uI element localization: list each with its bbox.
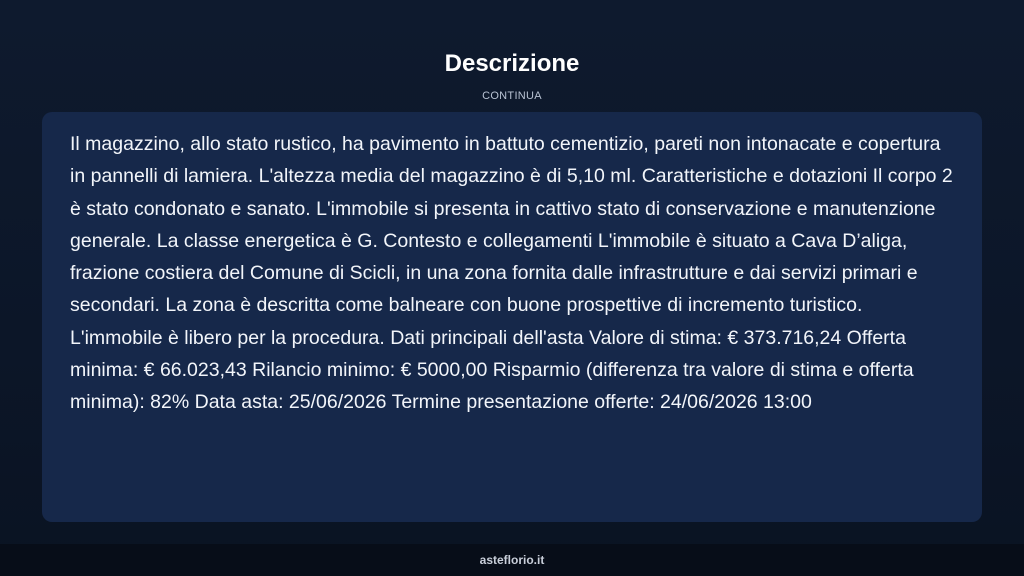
footer-site-link[interactable]: asteflorio.it [479, 553, 545, 567]
footer-bar [0, 544, 1024, 576]
page-title: Descrizione [444, 50, 580, 77]
continue-label: CONTINUA [482, 90, 542, 102]
description-text: Il magazzino, allo stato rustico, ha pavimento in battuto cementizio, pareti non intonacate e copertura in pannelli di lamiera. L'altezza media del magazzino è di 5,10 ml. Caratteristiche e dotazioni Il corpo 2 è stato condonato e sanato. L'immobile si presenta in cattivo stato di conservazione e manutenzione generale. La classe energetica è G. Contesto e collegamenti L'immobile è situato a Cava D’aliga, frazione costiera del Comune di Scicli, in una zona fornita dalle infrastrutture e dai servizi primari e secondari. La zona è descritta come balneare con buone prospettive di incremento turistico. L'immobile è libero per la procedura. Dati principali dell'asta Valore di stima: € 373.716,24 Offerta minima: € 66.023,43 Rilancio minimo: € 5000,00 Risparmio (differenza tra valore di stima e offerta minima): 82% Data asta: 25/06/2026 Termine presentazione offerte: 24/06/2026 13:00 [70, 133, 953, 414]
description-card [42, 112, 982, 522]
